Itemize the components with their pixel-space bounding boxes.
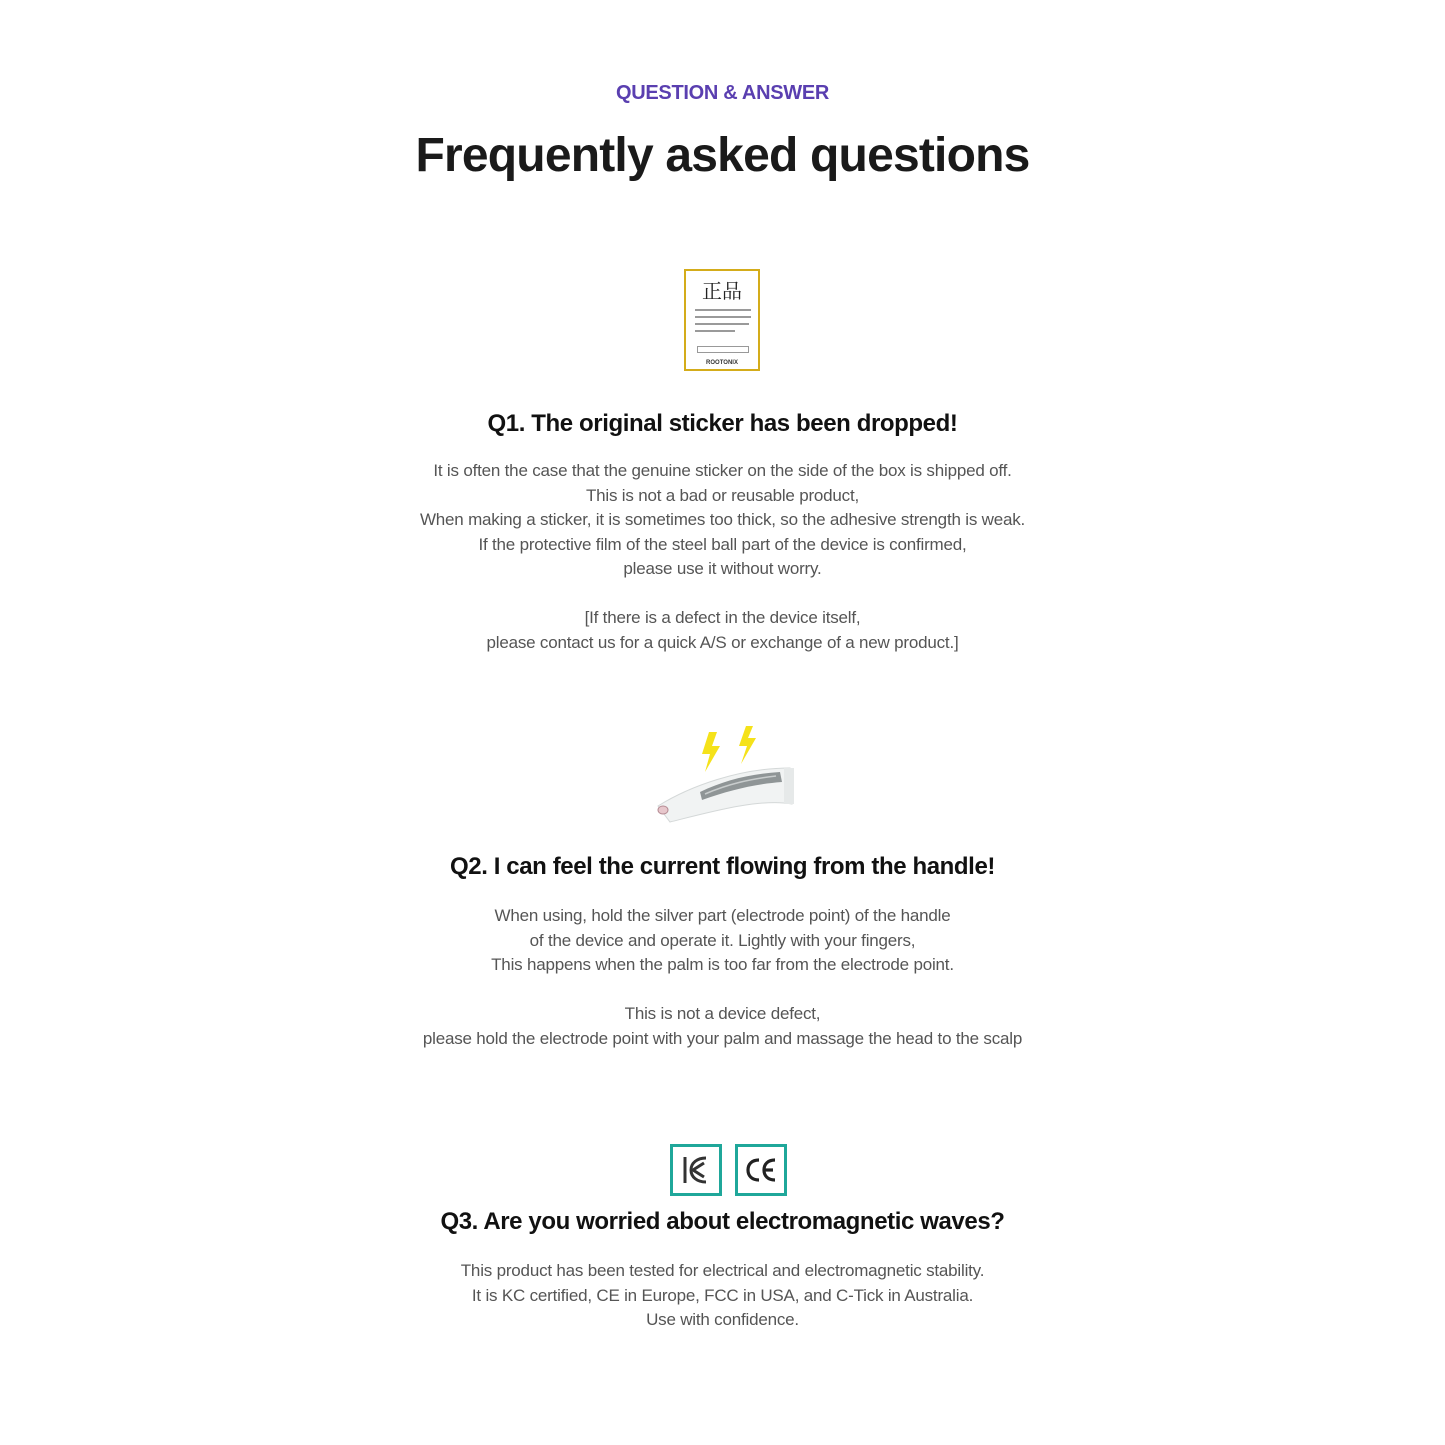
faq-answer-2 bbox=[0, 904, 1445, 1051]
sticker-fine-print bbox=[695, 309, 751, 337]
answer-line: please contact us for a quick A/S or exchange of a new product.] bbox=[486, 632, 959, 652]
answer-line: This product has been tested for electrical and electromagnetic stability. bbox=[460, 1261, 985, 1280]
answer-line: This is not a device defect, bbox=[624, 1004, 821, 1023]
answer-line: Use with confidence. bbox=[646, 1310, 799, 1329]
faq-question-2: Q2. I can feel the current flowing from the handle! bbox=[449, 853, 995, 880]
answer-line: When using, hold the silver part (electrode point) of the handle bbox=[494, 906, 951, 925]
faq-question-3: Q3. Are you worried about electromagnetic waves? bbox=[440, 1208, 1005, 1235]
answer-line: It is KC certified, CE in Europe, FCC in USA, and C-Tick in Australia. bbox=[471, 1285, 974, 1305]
answer-line: [If there is a defect in the device itself, bbox=[584, 608, 861, 627]
faq-answer-3 bbox=[0, 1259, 1445, 1333]
sticker-brand: ROOTONIX bbox=[706, 360, 738, 366]
answer-line: When making a sticker, it is sometimes too thick, so the adhesive strength is weak. bbox=[419, 510, 1026, 529]
answer-line: This happens when the palm is too far from the electrode point. bbox=[491, 955, 954, 974]
answer-line: of the device and operate it. Lightly with your fingers, bbox=[529, 930, 916, 950]
answer-line: If the protective film of the steel ball part of the device is confirmed, bbox=[478, 534, 967, 554]
genuine-sticker-icon bbox=[684, 269, 760, 371]
answer-line: It is often the case that the genuine sticker on the side of the box is shipped off. bbox=[433, 461, 1012, 480]
kc-mark-icon bbox=[670, 1144, 722, 1196]
section-eyebrow: QUESTION & ANSWER bbox=[615, 82, 830, 104]
sticker-main-text: 正品 bbox=[702, 279, 742, 303]
faq-question-1: Q1. The original sticker has been dropped! bbox=[487, 410, 958, 437]
answer-line: please use it without worry. bbox=[623, 559, 822, 578]
faq-answer-1 bbox=[0, 459, 1445, 655]
sticker-code-box bbox=[697, 346, 749, 353]
page-title: Frequently asked questions bbox=[415, 129, 1030, 182]
ce-mark-icon bbox=[735, 1144, 787, 1196]
answer-line: This is not a bad or reusable product, bbox=[585, 485, 860, 505]
handle-current-icon bbox=[650, 722, 800, 827]
answer-line: please hold the electrode point with your palm and massage the head to the scalp bbox=[422, 1028, 1023, 1048]
